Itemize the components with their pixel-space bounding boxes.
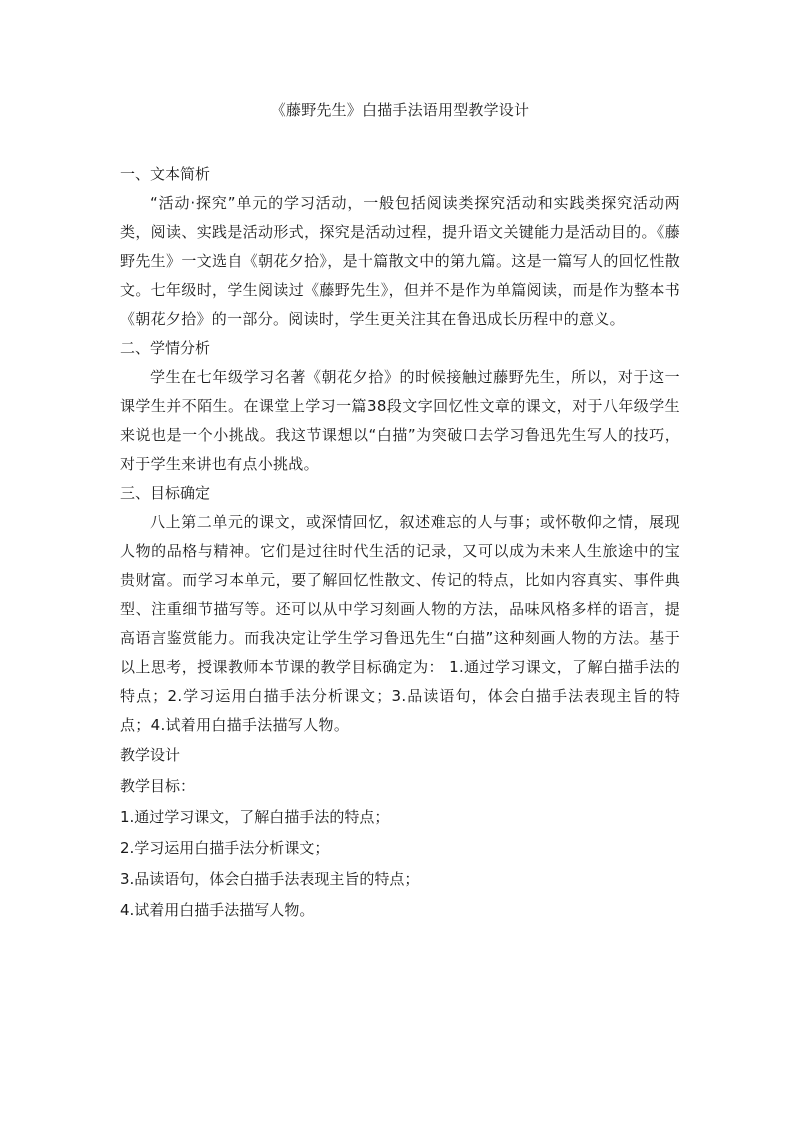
section-heading-student-analysis: 二、学情分析 bbox=[120, 339, 211, 357]
section-heading-objective-setting: 三、目标确定 bbox=[120, 484, 211, 502]
section-paragraph-objective-setting: 八上第二单元的课文，或深情回忆，叙述难忘的人与事；或怀敬仰之情，展现人物的品格与精神。它们是过往时代生活的记录，又可以成为未来人生旅途中的宝贵财富。而学习本单元，要了解回忆性散文、传记的特点，比如内容真实、事件典型、注重细节描写等。还可以从中学习刻画人物的方法，品味风格多样的语言，提高语言鉴赏能力。而我决定让学生学习鲁迅先生“白描”这种刻画人物的方法。基于以上思考，授课教师本节课的教学目标确定为： 1.通过学习课文，了解白描手法的特点；2.学习运用白描手法分析课文；3.品读语句，体会白描手法表现主旨的特点；4.试着用白描手法描写人物。 bbox=[120, 513, 680, 734]
section-heading-text-analysis: 一、文本简析 bbox=[120, 165, 211, 183]
design-heading: 教学设计 bbox=[120, 746, 181, 764]
objective-item-2: 2.学习运用白描手法分析课文； bbox=[120, 839, 330, 857]
objective-item-1: 1.通过学习课文，了解白描手法的特点； bbox=[120, 808, 390, 826]
section-paragraph-student-analysis: 学生在七年级学习名著《朝花夕拾》的时候接触过藤野先生，所以，对于这一课学生并不陌生。在课堂上学习一篇38段文字回忆性文章的课文，对于八年级学生来说也是一个小挑战。我这节课想以“白描”为突破口去学习鲁迅先生写人的技巧，对于学生来讲也有点小挑战。 bbox=[120, 368, 680, 473]
objectives-heading: 教学目标： bbox=[120, 777, 196, 795]
objective-item-3: 3.品读语句，体会白描手法表现主旨的特点； bbox=[120, 870, 420, 888]
document-page bbox=[120, 96, 680, 926]
objective-item-4: 4.试着用白描手法描写人物。 bbox=[120, 901, 315, 919]
section-paragraph-text-analysis: “活动·探究”单元的学习活动，一般包括阅读类探究活动和实践类探究活动两类，阅读、实践是活动形式，探究是活动过程，提升语文关键能力是活动目的。《藤野先生》一文选自《朝花夕拾》，是十篇散文中的第九篇。这是一篇写人的回忆性散文。七年级时，学生阅读过《藤野先生》，但并不是作为单篇阅读，而是作为整本书《朝花夕拾》的一部分。阅读时，学生更关注其在鲁迅成长历程中的意义。 bbox=[120, 194, 680, 328]
document-title: 《藤野先生》白描手法语用型教学设计 bbox=[270, 101, 530, 119]
